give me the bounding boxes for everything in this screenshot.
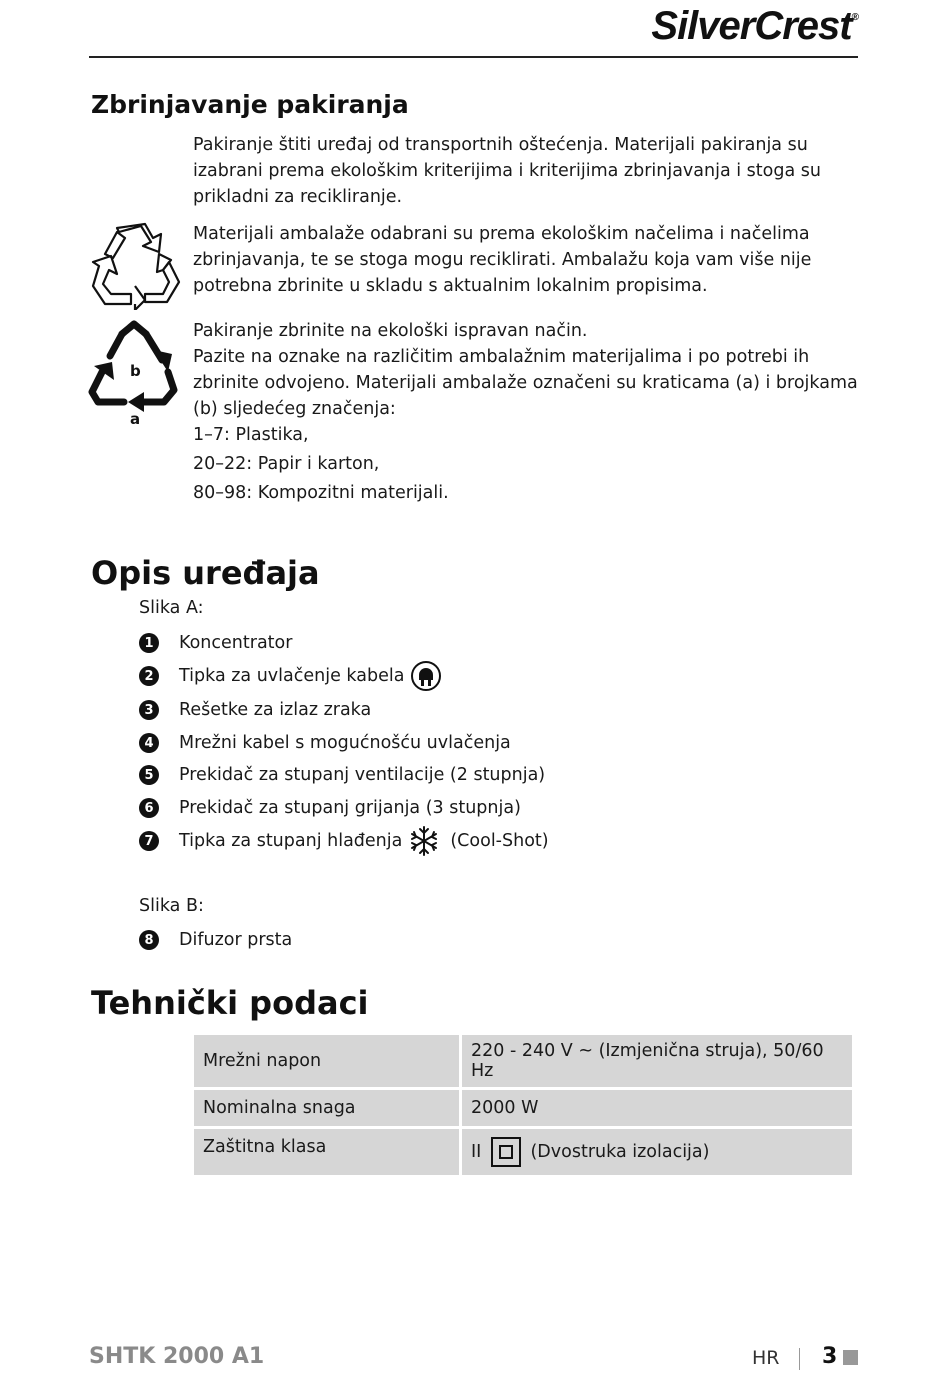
- tech-value-voltage: 220 - 240 V ~ (Izmjenična struja), 50/60 Hz: [462, 1035, 852, 1087]
- item-text: Tipka za uvlačenje kabela: [179, 666, 405, 686]
- item-text: Tipka za stupanj hlađenja: [179, 831, 403, 851]
- tech-table: [191, 1032, 855, 1178]
- recycle-icon: [89, 222, 181, 310]
- list-item: [139, 730, 511, 756]
- tech-label-class: Zaštitna klasa: [194, 1129, 459, 1175]
- list-item: [139, 828, 549, 854]
- table-row: [194, 1090, 852, 1126]
- item-text: Rešetke za izlaz zraka: [179, 700, 372, 720]
- header-rule: [89, 56, 858, 58]
- triangle-label-b: b: [130, 362, 141, 380]
- tech-heading: Tehnički podaci: [91, 984, 369, 1022]
- list-item: [139, 697, 371, 723]
- packaging-paragraph-1: Pakiranje štiti uređaj od transportnih oštećenja. Materijali pakiranja su izabrani prema ekološkim kriterijima i kriterijima zbrinjavanja i stoga su prikladni za recikliranje.: [193, 135, 821, 207]
- class-roman: II: [471, 1142, 482, 1162]
- list-item: [139, 762, 545, 788]
- item-text: Koncentrator: [179, 633, 293, 653]
- registered-mark: ®: [851, 12, 858, 23]
- item-text: Difuzor prsta: [179, 930, 293, 950]
- plug-icon: [410, 660, 442, 692]
- packaging-heading: Zbrinjavanje pakiranja: [91, 90, 409, 119]
- item-text: Prekidač za stupanj grijanja (3 stupnja): [179, 798, 521, 818]
- table-row: [194, 1035, 852, 1087]
- code-line-composite: 80–98: Kompozitni materijali.: [193, 483, 449, 503]
- item-number: 4: [139, 733, 159, 753]
- tech-label-power: Nominalna snaga: [194, 1090, 459, 1126]
- figure-a-label: Slika A:: [139, 598, 204, 618]
- list-item: [139, 795, 521, 821]
- code-line-plastic: 1–7: Plastika,: [193, 425, 309, 445]
- class-ii-icon: [491, 1137, 521, 1167]
- item-number: 6: [139, 798, 159, 818]
- tech-value-class: [462, 1129, 852, 1175]
- packaging-paragraph-4: Pazite na oznake na različitim ambalažnim materijalima i po potrebi ih zbrinite odvojeno. Materijali ambalaže označeni su kraticama (a) i brojkama (b) sljedećeg značenja:: [193, 347, 858, 419]
- list-item: [139, 927, 292, 953]
- list-item: [139, 663, 442, 689]
- item-number: 2: [139, 666, 159, 686]
- item-number: 8: [139, 930, 159, 950]
- item-text: Mrežni kabel s mogućnošću uvlačenja: [179, 733, 511, 753]
- triangle-label-a: a: [130, 410, 141, 428]
- footer-language: HR: [752, 1347, 780, 1369]
- item-number: 5: [139, 765, 159, 785]
- table-row: [194, 1129, 852, 1175]
- brand-logo: [651, 4, 858, 49]
- device-heading: Opis uređaja: [91, 554, 320, 592]
- footer-page-number: 3: [822, 1344, 838, 1369]
- recycling-code-triangle-icon: [88, 320, 178, 430]
- packaging-paragraph-2: Materijali ambalaže odabrani su prema ekološkim načelima i načelima zbrinjavanja, te se stoga mogu reciklirati. Ambalažu koja vam više nije potrebna zbrinite u skladu s aktualnim lokalnim propisima.: [193, 224, 812, 296]
- packaging-paragraph-3: Pakiranje zbrinite na ekološki ispravan način.: [193, 321, 588, 341]
- figure-b-label: Slika B:: [139, 896, 204, 916]
- footer-square-icon: [843, 1350, 858, 1365]
- footer-separator: [799, 1348, 800, 1370]
- brand-name: SilverCrest: [651, 4, 852, 48]
- item-text: Prekidač za stupanj ventilacije (2 stupnja): [179, 765, 546, 785]
- list-item: [139, 630, 292, 656]
- class-text: (Dvostruka izolacija): [530, 1142, 710, 1162]
- code-line-paper: 20–22: Papir i karton,: [193, 454, 380, 474]
- footer-model: SHTK 2000 A1: [89, 1344, 265, 1369]
- tech-value-power: 2000 W: [462, 1090, 852, 1126]
- tech-label-voltage: Mrežni napon: [194, 1035, 459, 1087]
- snowflake-icon: [408, 825, 440, 857]
- item-number: 7: [139, 831, 159, 851]
- item-number: 3: [139, 700, 159, 720]
- item-suffix: (Cool-Shot): [450, 831, 549, 851]
- item-number: 1: [139, 633, 159, 653]
